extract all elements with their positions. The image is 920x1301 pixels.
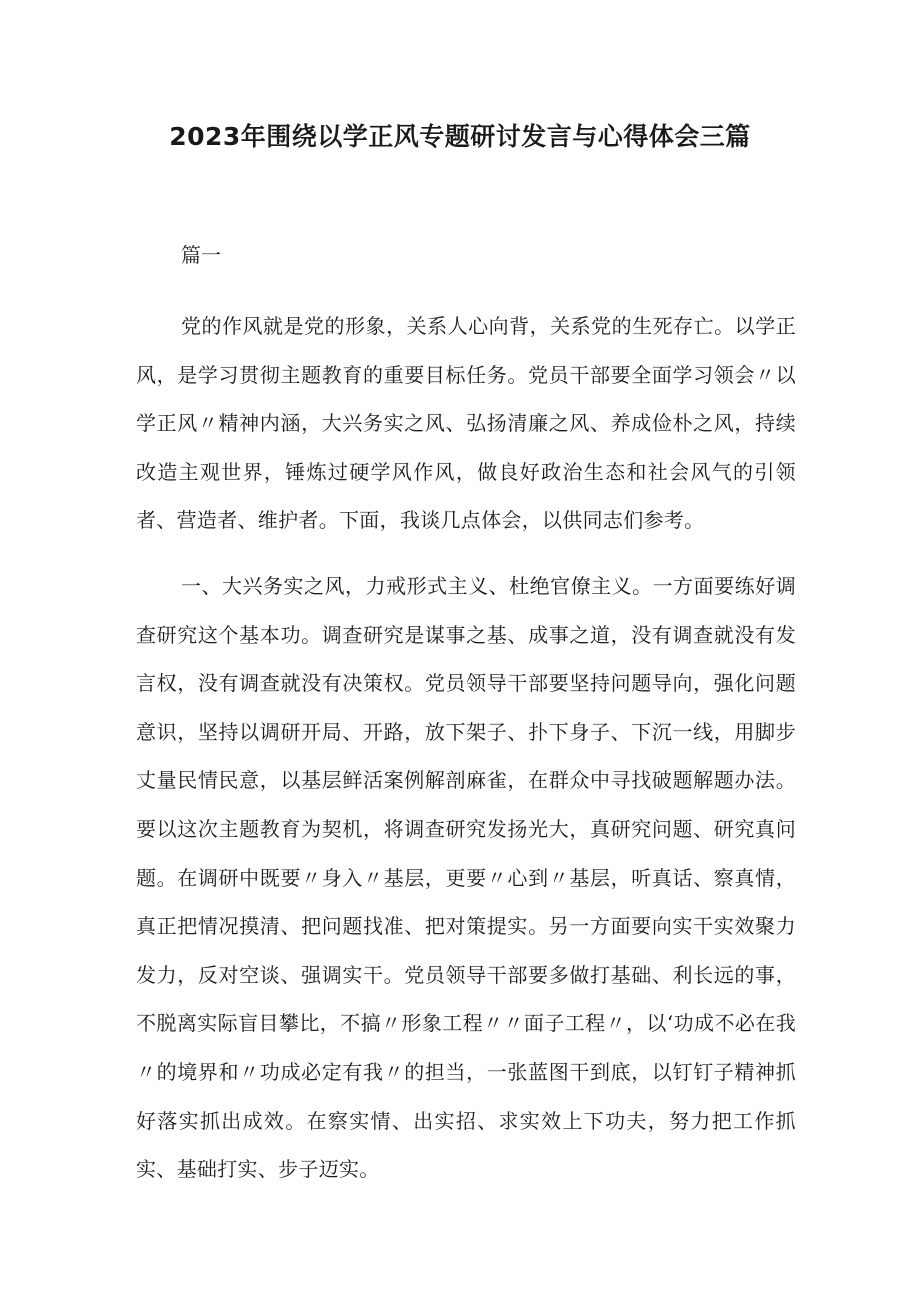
- paragraph-intro: 党的作风就是党的形象，关系人心向背，关系党的生死存亡。以学正风，是学习贯彻主题教育的重要目标任务。党员干部要全面学习领会〃以学正风〃精神内涵，大兴务实之风、弘扬清廉之风、养成俭朴之风，持续改造主观世界，锤炼过硬学风作风，做良好政治生态和社会风气的引领者、营造者、维护者。下面，我谈几点体会，以供同志们参考。: [136, 314, 796, 533]
- section-heading: 篇一: [181, 243, 221, 267]
- document-title: 2023年围绕以学正风专题研讨发言与心得体会三篇: [169, 122, 751, 151]
- paragraph-point-one: 一、大兴务实之风，力戒形式主义、杜绝官僚主义。一方面要练好调查研究这个基本功。调查研究是谋事之基、成事之道，没有调查就没有发言权，没有调查就没有决策权。党员领导干部要坚持问题导向，强化问题意识，坚持以调研开局、开路，放下架子、扑下身子、下沉一线，用脚步丈量民情民意，以基层鲜活案例解剖麻雀，在群众中寻找破题解题办法。要以这次主题教育为契机，将调查研究发扬光大，真研究问题、研究真问题。在调研中既要〃身入〃基层，更要〃心到〃基层，听真话、察真情，真正把情况摸清、把问题找准、把对策提实。另一方面要向实干实效聚力发力，反对空谈、强调实干。党员领导干部要多做打基础、利长远的事，不脱离实际盲目攀比，不搞〃形象工程〃〃面子工程〃，以‘功成不必在我〃的境界和〃功成必定有我〃的担当，一张蓝图干到底，以钉钉子精神抓好落实抓出成效。在察实情、出实招、求实效上下功夫，努力把工作抓实、基础打实、步子迈实。: [136, 574, 796, 1182]
